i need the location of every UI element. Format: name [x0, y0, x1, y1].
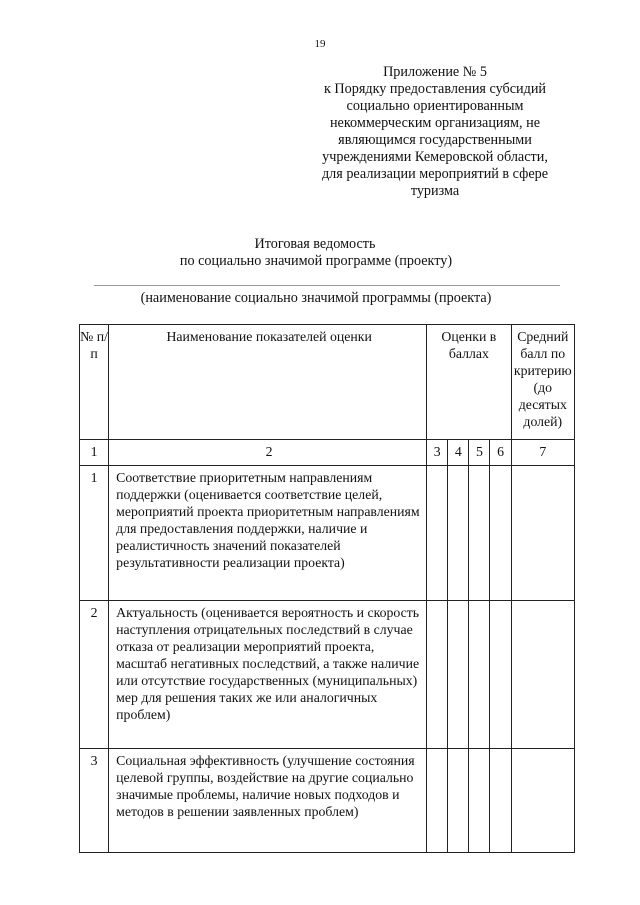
table-header-row: [80, 325, 575, 440]
index-cell: 7: [511, 440, 574, 466]
score-cell[interactable]: [469, 749, 490, 853]
table-row: [80, 601, 575, 749]
header-num: № п/п: [80, 325, 109, 440]
row-criterion: Социальная эффективность (улучшение состояния целевой группы, воздействие на другие социально значимые проблемы, наличие новых подходов и методов в решении заявленных проблем): [109, 749, 427, 853]
score-cell[interactable]: [469, 466, 490, 601]
index-cell: 4: [448, 440, 469, 466]
appendix-line: к Порядку предоставления субсидий: [323, 81, 547, 97]
score-cell[interactable]: [490, 466, 511, 601]
index-cell: 3: [427, 440, 448, 466]
title-line-1: Итоговая ведомость: [254, 236, 376, 252]
appendix-header: [300, 64, 570, 200]
program-name-line: [94, 285, 560, 286]
page-number: 19: [314, 38, 326, 50]
header-name: Наименование показателей оценки: [109, 325, 427, 440]
appendix-line: некоммерческим организациям, не: [329, 115, 541, 131]
header-average: Средний балл по критерию (до десятых долей): [511, 325, 574, 440]
average-cell[interactable]: [511, 749, 574, 853]
score-cell[interactable]: [427, 466, 448, 601]
index-cell: 2: [109, 440, 427, 466]
evaluation-table: [79, 324, 575, 853]
row-num: 3: [80, 749, 109, 853]
appendix-line: являющимся государственными: [338, 132, 532, 148]
table-row: [80, 466, 575, 601]
appendix-line: социально ориентированным: [346, 98, 524, 114]
row-criterion: Соответствие приоритетным направлениям поддержки (оценивается соответствие целей, мероприятий проекта приоритетным направлениям для предоставления поддержки, наличие и реалистичность значений показателей результативности реализации проекта): [109, 466, 427, 601]
appendix-line: для реализации мероприятий в сфере: [321, 166, 549, 182]
title-line-2: по социально значимой программе (проекту): [179, 253, 453, 269]
score-cell[interactable]: [490, 749, 511, 853]
score-cell[interactable]: [427, 601, 448, 749]
table-row: [80, 749, 575, 853]
appendix-line: учреждениями Кемеровской области,: [322, 149, 548, 165]
score-cell[interactable]: [448, 749, 469, 853]
program-name-caption: (наименование социально значимой программы (проекта): [140, 290, 492, 306]
table-index-row: [80, 440, 575, 466]
index-cell: 5: [469, 440, 490, 466]
score-cell[interactable]: [469, 601, 490, 749]
appendix-line: туризма: [410, 183, 460, 199]
average-cell[interactable]: [511, 601, 574, 749]
appendix-line: Приложение № 5: [383, 64, 487, 80]
score-cell[interactable]: [427, 749, 448, 853]
index-cell: 1: [80, 440, 109, 466]
row-num: 1: [80, 466, 109, 601]
average-cell[interactable]: [511, 466, 574, 601]
row-num: 2: [80, 601, 109, 749]
score-cell[interactable]: [448, 466, 469, 601]
index-cell: 6: [490, 440, 511, 466]
score-cell[interactable]: [490, 601, 511, 749]
document-title: [0, 236, 640, 270]
score-cell[interactable]: [448, 601, 469, 749]
row-criterion: Актуальность (оценивается вероятность и скорость наступления отрицательных последствий в случае отказа от реализации мероприятий проекта, масштаб негативных последствий, а также наличие или отсутствие государственных (муниципальных) мер для решения таких же или аналогичных проблем): [109, 601, 427, 749]
header-scores: Оценки в баллах: [427, 325, 512, 440]
